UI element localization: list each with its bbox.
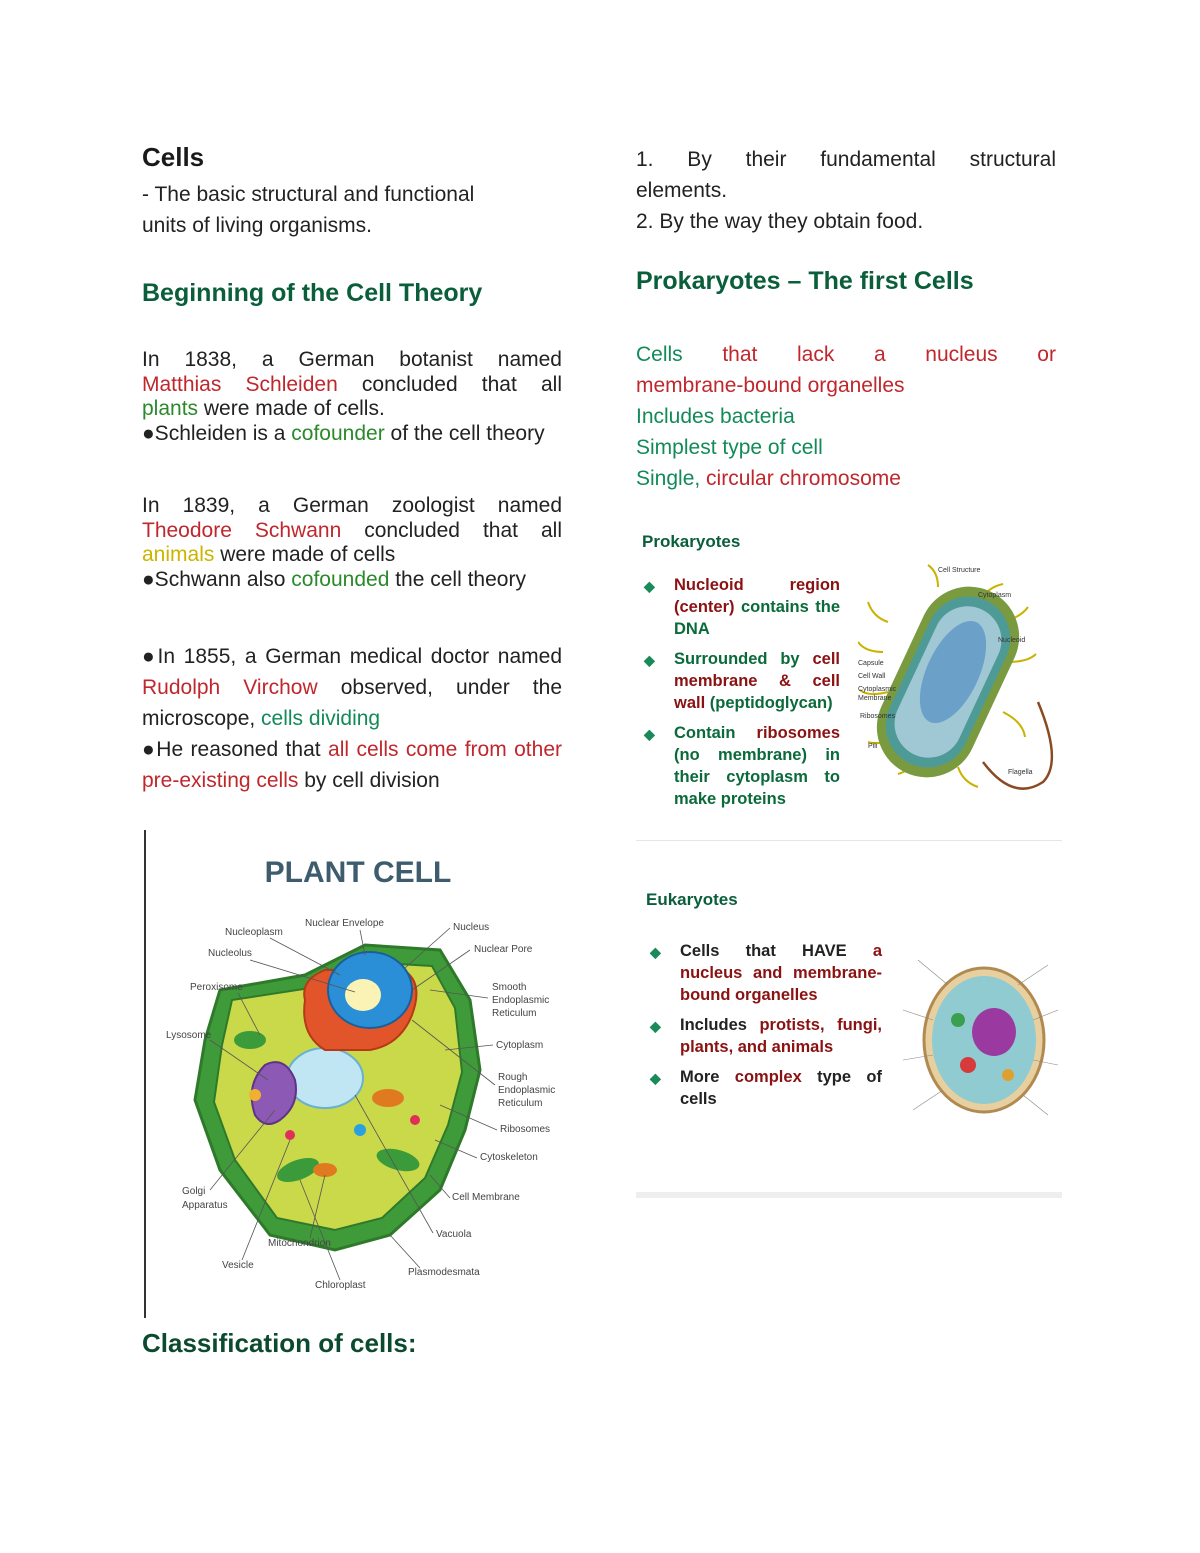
- vesicle-2: [410, 1115, 420, 1125]
- label-rough-er-3: Reticulum: [498, 1098, 543, 1109]
- label-nuclear-envelope: Nuclear Envelope: [305, 918, 384, 929]
- p2-text-d: ●Schwann also: [142, 567, 292, 591]
- bacterium-diagram: [858, 562, 1058, 802]
- p2-text-e: the cell theory: [389, 567, 526, 591]
- euk-bullet-3: [650, 1066, 882, 1110]
- prok-slide-title: Prokaryotes: [642, 532, 741, 551]
- vesicle-3: [354, 1124, 366, 1136]
- list-item-2: 2. By the way they obtain food.: [636, 210, 924, 233]
- p1-text-c: were made of cells.: [198, 397, 385, 420]
- prokaryotes-description: [636, 339, 1056, 494]
- prok-line-4: Simplest type of cell: [636, 436, 823, 459]
- euk-b3-black2: type of cells: [680, 1068, 882, 1108]
- label-golgi-1: Golgi: [182, 1186, 206, 1197]
- bact-label-capsule: Capsule: [858, 660, 884, 667]
- prok-b2-red: cell membrane & cell wall: [674, 650, 840, 712]
- label-mitochondrion: Mitochondrion: [268, 1238, 331, 1249]
- prok-word-cells: Cells: [636, 343, 683, 366]
- nucleolus: [345, 979, 381, 1011]
- euk-slide-title: Eukaryotes: [646, 890, 738, 909]
- p2-text-b: concluded that all: [341, 518, 562, 542]
- classification-heading: Classification of cells:: [142, 1328, 417, 1358]
- euk-slide-bullets: [650, 940, 882, 1118]
- diamond-bullet-icon: ◆: [644, 652, 655, 668]
- prok-b3-red: ribosomes: [756, 724, 840, 742]
- label-lysosome: Lysosome: [166, 1030, 212, 1041]
- label-rough-er-1: Rough: [498, 1072, 528, 1083]
- label-smooth-er-1: Smooth: [492, 982, 527, 993]
- prok-line-5a: Single,: [636, 467, 707, 490]
- label-smooth-er-2: Endoplasmic: [492, 995, 550, 1006]
- diamond-bullet-icon: ◆: [644, 578, 655, 594]
- p1-line-a: In 1838, a German botanist named: [142, 348, 562, 371]
- label-nucleoplasm: Nucleoplasm: [225, 927, 283, 938]
- cell-theory-heading: Beginning of the Cell Theory: [142, 279, 483, 307]
- prok-word-a: a: [873, 343, 886, 366]
- classification-list: [636, 144, 1056, 237]
- prok-b1-red: Nucleoid region (center): [674, 576, 840, 616]
- p2-text-c: were made of cells: [214, 543, 396, 566]
- animal-cell-organelle-1: [960, 1057, 976, 1073]
- schleiden-name: Matthias Schleiden: [142, 372, 338, 396]
- euk-b3-black: More: [680, 1068, 735, 1086]
- prok-slide-bullets: [644, 574, 840, 818]
- euk-b2-black: Includes: [680, 1016, 760, 1034]
- euk-bullet-1: [650, 940, 882, 1006]
- euk-b2-red: protists, fungi, plants, and animals: [680, 1016, 882, 1056]
- prok-word-that: that: [722, 343, 758, 366]
- p3-text-c: ●He reasoned that: [142, 738, 329, 761]
- prok-line-5b: circular chromosome: [706, 467, 901, 490]
- cells-dividing-text: cells dividing: [261, 707, 381, 730]
- euk-b1-black: Cells that HAVE: [680, 942, 847, 960]
- animal-cell-nucleus: [972, 1008, 1016, 1056]
- bact-label-membrane-2: Membrane: [858, 695, 892, 702]
- p2-line-a: In 1839, a German zoologist named: [142, 494, 562, 517]
- label-nucleolus: Nucleolus: [208, 948, 252, 959]
- label-ribosomes: Ribosomes: [500, 1124, 551, 1135]
- label-nucleus: Nucleus: [453, 922, 490, 933]
- all-cells-text: all cells come from other pre-existing cells: [142, 738, 562, 792]
- p3-text-b: observed, under the microscope,: [142, 676, 562, 730]
- diamond-bullet-icon: ◆: [644, 726, 655, 742]
- prok-b3-green2: (no membrane) in their cytoplasm to make proteins: [674, 746, 840, 808]
- p3-text-a: ●In 1855, a German medical doctor named: [142, 645, 562, 668]
- animal-cell-diagram: [898, 940, 1060, 1140]
- p1-text-e: of the cell theory: [384, 421, 545, 445]
- animals-text: animals: [142, 543, 215, 566]
- virchow-paragraph: [142, 641, 562, 796]
- euk-bullet-2: [650, 1014, 882, 1058]
- prokaryotes-heading: Prokaryotes – The first Cells: [636, 267, 974, 295]
- prok-word-nucleus: nucleus: [925, 343, 998, 366]
- bact-label-ribosomes: Ribosomes: [860, 713, 896, 720]
- bact-label-pili: Pili: [868, 743, 878, 750]
- vacuole: [287, 1048, 363, 1108]
- label-nuclear-pore: Nuclear Pore: [474, 944, 533, 955]
- cofounder-text: cofounder: [291, 421, 385, 445]
- euk-b1-red: a nucleus and membrane-bound organelles: [680, 942, 883, 1004]
- eukaryotes-slide: [636, 880, 1062, 1198]
- mitochondrion-1: [372, 1089, 404, 1107]
- prok-bullet-2: [644, 648, 840, 714]
- prok-line-2: membrane-bound organelles: [636, 374, 905, 397]
- prok-b2-green: Surrounded by: [674, 650, 813, 668]
- slide-divider: [636, 1192, 1062, 1198]
- virchow-name: Rudolph Virchow: [142, 676, 318, 699]
- cells-definition: [142, 179, 562, 241]
- label-cell-membrane: Cell Membrane: [452, 1192, 520, 1203]
- prok-b1-green: contains the DNA: [674, 598, 840, 638]
- plant-cell-diagram: [150, 840, 570, 1310]
- label-cytoplasm: Cytoplasm: [496, 1040, 544, 1051]
- bact-label-cell-wall: Cell Wall: [858, 673, 886, 680]
- vesicle-4: [249, 1089, 261, 1101]
- p1-text-b: concluded that all: [337, 372, 562, 396]
- label-plasmodesmata: Plasmodesmata: [408, 1267, 480, 1278]
- diamond-bullet-icon: ◆: [650, 1018, 661, 1034]
- label-golgi-2: Apparatus: [182, 1200, 228, 1211]
- prok-bullet-3: [644, 722, 840, 810]
- prok-b2-green2: (peptidoglycan): [705, 694, 833, 712]
- bact-label-nucleoid: Nucleoid: [998, 637, 1026, 644]
- label-vacuole: Vacuola: [436, 1229, 472, 1240]
- prokaryotes-slide: [636, 522, 1062, 841]
- figure-border-line: [144, 830, 146, 1318]
- cells-def-line-2: units of living organisms.: [142, 214, 372, 237]
- p1-text-d: ●Schleiden is a: [142, 421, 292, 445]
- chloroplast-3: [234, 1031, 266, 1049]
- bact-label-flagella: Flagella: [1008, 769, 1033, 776]
- label-smooth-er-3: Reticulum: [492, 1008, 537, 1019]
- prok-b3-green: Contain: [674, 724, 757, 742]
- label-vesicle: Vesicle: [222, 1260, 254, 1271]
- schwann-paragraph: [142, 494, 562, 592]
- animal-cell-organelle-3: [1002, 1069, 1014, 1081]
- schleiden-paragraph: [142, 348, 562, 446]
- label-rough-er-2: Endoplasmic: [498, 1085, 556, 1096]
- bact-label-cytoplasm: Cytoplasm: [978, 592, 1012, 599]
- cells-title: Cells: [142, 142, 205, 172]
- plant-cell-figure: [150, 840, 570, 1310]
- cofounded-text: cofounded: [291, 567, 390, 591]
- prok-bullet-1: [644, 574, 840, 640]
- prok-line-3: Includes bacteria: [636, 405, 795, 428]
- bact-label-title: Cell Structure: [938, 567, 981, 574]
- bact-label-membrane-1: Cytoplasmic: [858, 686, 897, 693]
- schwann-name: Theodore Schwann: [142, 518, 342, 542]
- diamond-bullet-icon: ◆: [650, 1070, 661, 1086]
- plant-cell-title: PLANT CELL: [264, 856, 452, 889]
- mitochondrion-2: [313, 1163, 337, 1177]
- prok-word-or: or: [1037, 343, 1056, 366]
- label-peroxisome: Peroxisome: [190, 982, 243, 993]
- list-item-1b: elements.: [636, 179, 728, 202]
- label-chloroplast: Chloroplast: [315, 1280, 366, 1291]
- label-cytoskeleton: Cytoskeleton: [480, 1152, 538, 1163]
- p3-text-d: by cell division: [298, 769, 440, 792]
- euk-b3-red: complex: [734, 1068, 802, 1086]
- cells-def-line-1: - The basic structural and functional: [142, 183, 475, 206]
- diamond-bullet-icon: ◆: [650, 944, 661, 960]
- animal-cell-organelle-2: [951, 1013, 965, 1027]
- plants-text: plants: [142, 397, 199, 420]
- list-item-1a: 1. By their fundamental structural: [636, 148, 1056, 171]
- vesicle-1: [285, 1130, 295, 1140]
- prok-word-lack: lack: [796, 343, 835, 366]
